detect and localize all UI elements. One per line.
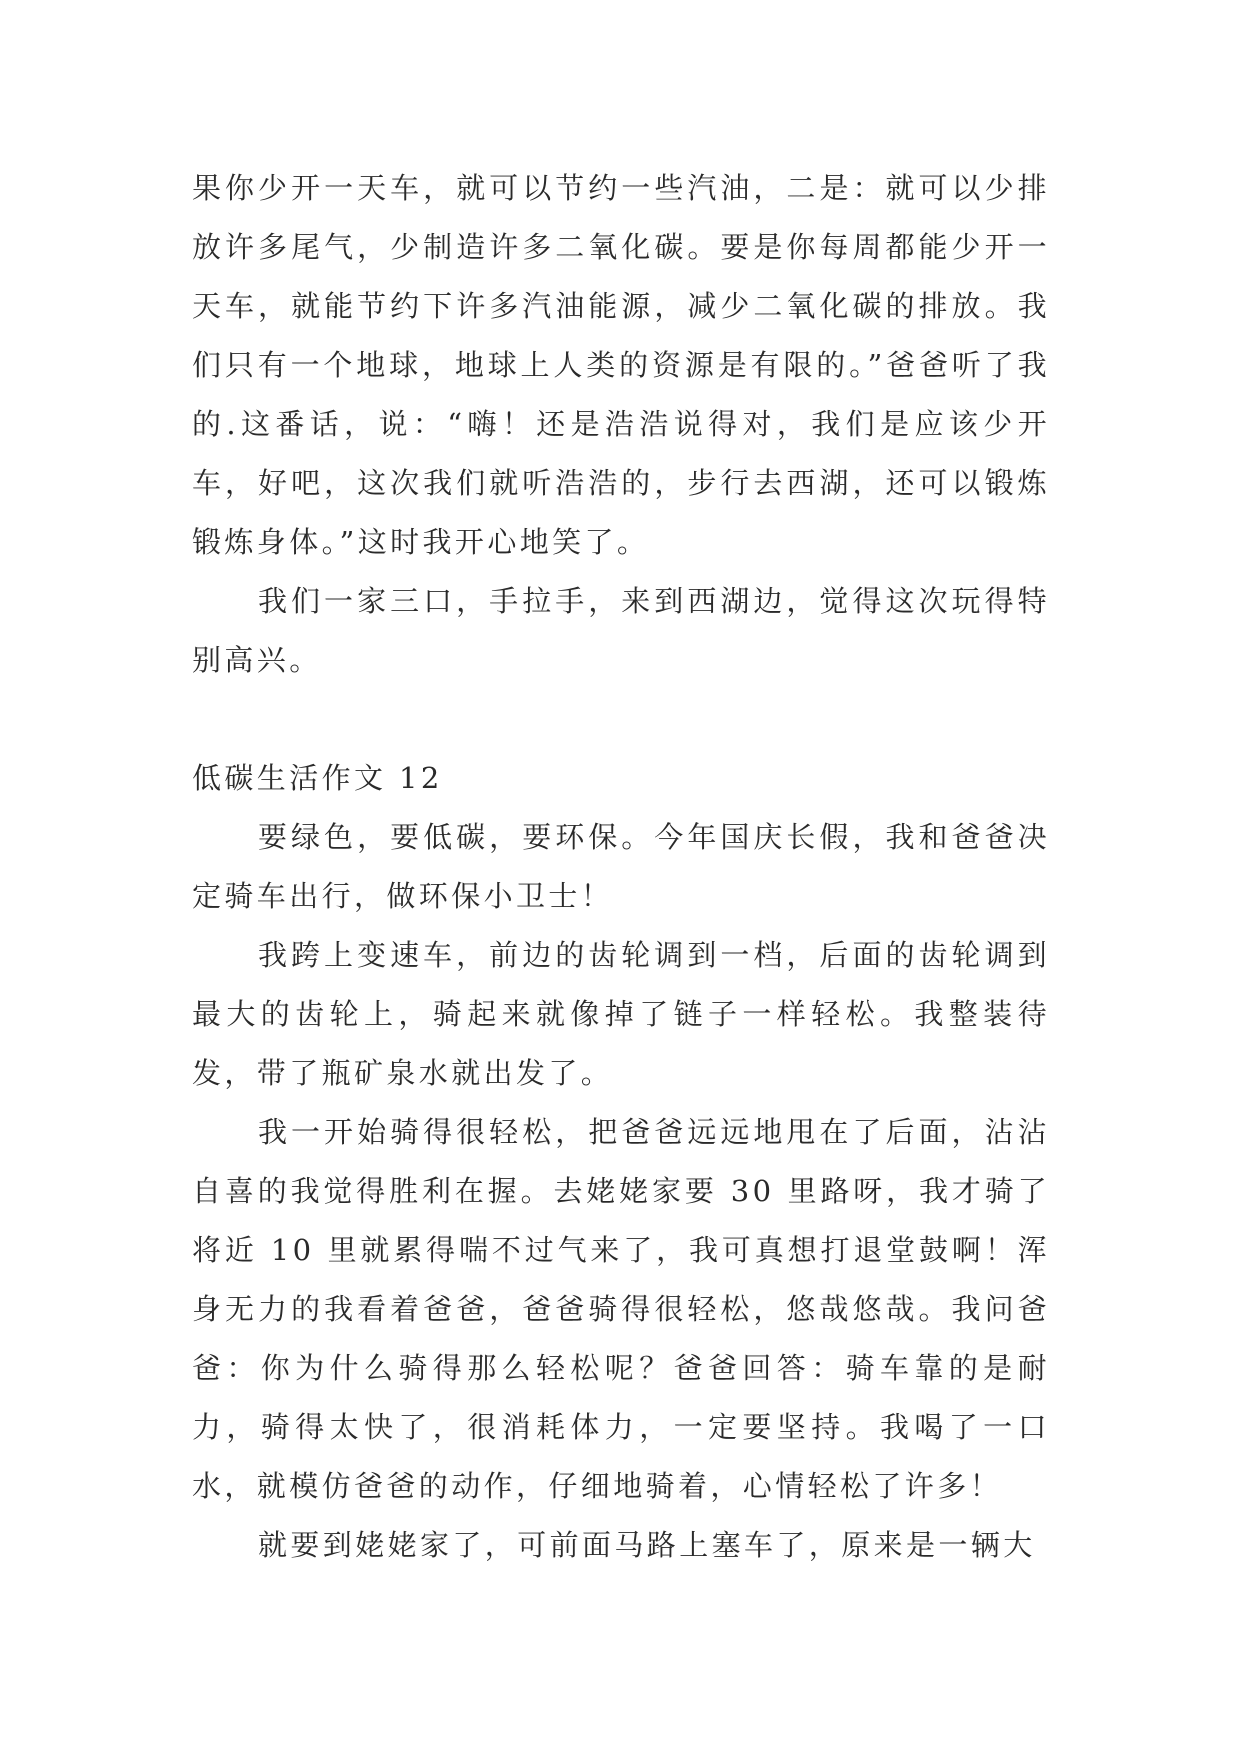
paragraph: 果你少开一天车，就可以节约一些汽油，二是：就可以少排放许多尾气，少制造许多二氧化碳。要是你每周都能少开一天车，就能节约下许多汽油能源，减少二氧化碳的排放。我们只有一个地球，地球上人类的资源是有限的。”爸爸听了我的.这番话，说：“嗨！还是浩浩说得对，我们是应该少开车，好吧，这次我们就听浩浩的，步行去西湖，还可以锻炼锻炼身体。”这时我开心地笑了。 — [192, 171, 1050, 559]
paragraph: 就要到姥姥家了，可前面马路上塞车了，原来是一辆大 — [258, 1528, 1036, 1562]
section-title: 低碳生活作文 12 — [192, 761, 443, 795]
document-body — [192, 159, 1050, 1575]
paragraph: 要绿色，要低碳，要环保。今年国庆长假，我和爸爸决定骑车出行，做环保小卫士！ — [192, 820, 1050, 913]
paragraph: 我一开始骑得很轻松，把爸爸远远地甩在了后面，沾沾自喜的我觉得胜利在握。去姥姥家要 30 里路呀，我才骑了将近 10 里就累得喘不过气来了，我可真想打退堂鼓啊！浑身无力的我看着爸爸，爸爸骑得很轻松，悠哉悠哉。我问爸爸：你为什么骑得那么轻松呢？爸爸回答：骑车靠的是耐力，骑得太快了，很消耗体力，一定要坚持。我喝了一口水，就模仿爸爸的动作，仔细地骑着，心情轻松了许多！ — [192, 1115, 1050, 1503]
paragraph: 我跨上变速车，前边的齿轮调到一档，后面的齿轮调到最大的齿轮上，骑起来就像掉了链子一样轻松。我整装待发，带了瓶矿泉水就出发了。 — [192, 938, 1050, 1090]
paragraph: 我们一家三口，手拉手，来到西湖边，觉得这次玩得特别高兴。 — [192, 584, 1050, 677]
